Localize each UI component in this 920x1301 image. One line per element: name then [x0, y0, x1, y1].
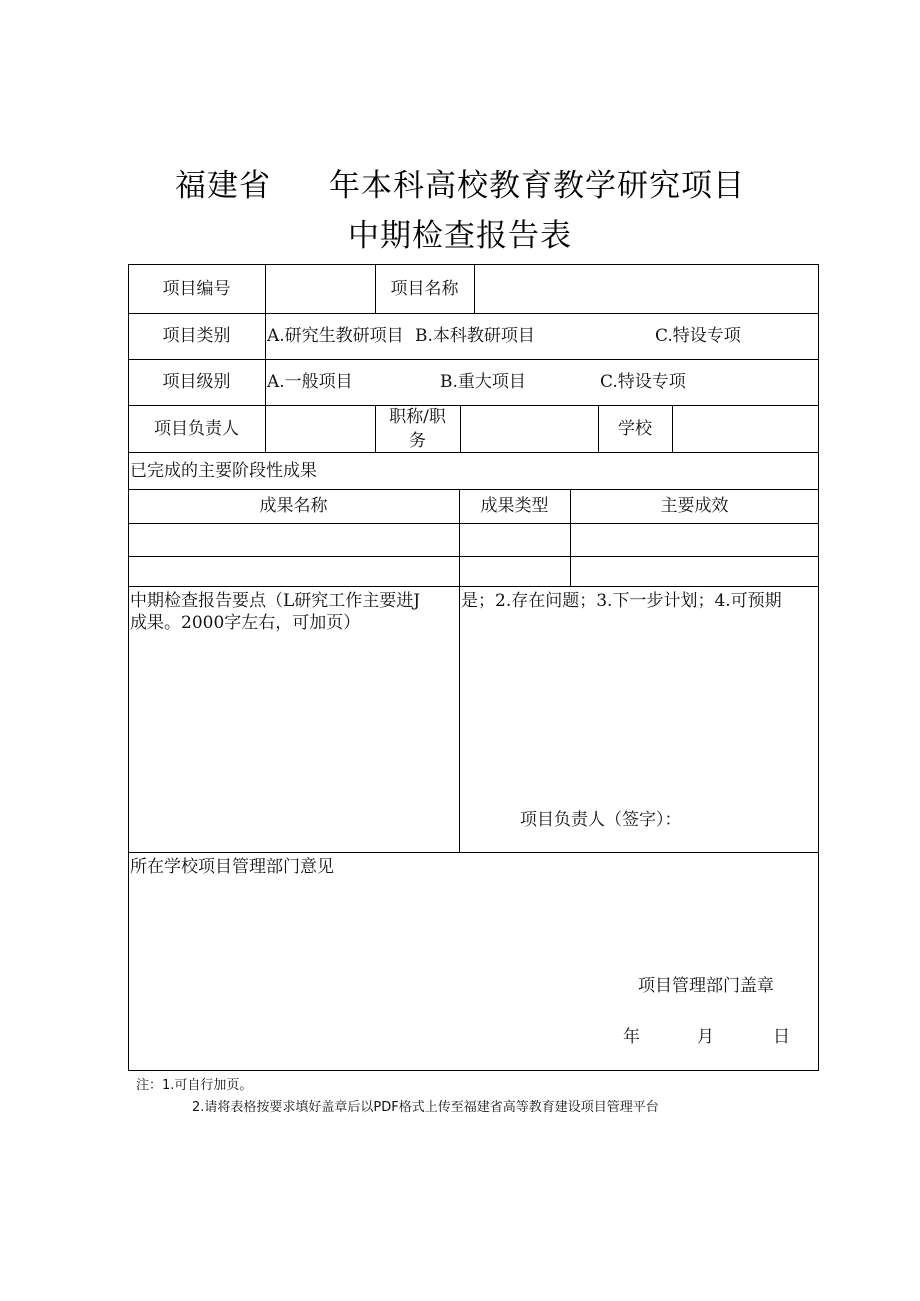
form-title-line1 [0, 160, 920, 205]
category-option-c[interactable]: C.特设专项 [655, 326, 741, 346]
note-1: 注：1.可自行加页。 [136, 1078, 253, 1093]
level-option-a[interactable]: A.一般项目 [267, 372, 353, 392]
project-level-label: 项目级别 [162, 372, 231, 392]
report-prompt-line2: 成果。2000字左右，可加页） [130, 613, 361, 633]
row-divider [128, 359, 819, 360]
date-day: 日 [773, 1027, 790, 1047]
opinion-title: 所在学校项目管理部门意见 [130, 857, 334, 877]
title-position-input[interactable] [461, 407, 597, 451]
row-divider [128, 523, 819, 524]
row-divider [128, 586, 819, 587]
results-header-name: 成果名称 [259, 496, 328, 516]
category-option-a[interactable]: A.研究生教研项目 [267, 326, 404, 346]
title-position-line1: 职称/职 [389, 407, 446, 427]
title-position-line2: 务 [409, 431, 426, 451]
school-input[interactable] [673, 407, 817, 451]
leader-signature-label: 项目负责人（签字）： [520, 810, 682, 830]
date-year: 年 [623, 1027, 640, 1047]
level-option-b[interactable]: B.重大项目 [440, 372, 526, 392]
date-month: 月 [697, 1027, 714, 1047]
title-position-label [375, 405, 460, 453]
report-prompt-right: 是；2.存在问题；3.下一步计划；4.可预期 [461, 591, 782, 611]
row-divider [128, 852, 819, 853]
project-number-input[interactable] [266, 266, 374, 312]
form-title-line2: 中期检查报告表 [348, 218, 572, 254]
project-number-label: 项目编号 [162, 279, 231, 299]
results-header-effect: 主要成效 [660, 496, 729, 516]
stamp-label: 项目管理部门盖章 [638, 976, 774, 996]
level-option-c[interactable]: C.特设专项 [600, 372, 686, 392]
row-divider [128, 452, 819, 453]
report-prompt-left: 中期检查报告要点（L研究工作主要进J [130, 591, 421, 611]
school-label: 学校 [618, 419, 652, 439]
title-province: 福建省 [175, 168, 271, 204]
note-2: 2.请将表格按要求填好盖章后以PDF格式上传至福建省高等教育建设项目管理平台 [192, 1100, 659, 1115]
row-divider [128, 405, 819, 406]
title-main: 年本科高校教育教学研究项目 [329, 168, 745, 204]
row-divider [128, 313, 819, 314]
project-name-input[interactable] [475, 266, 817, 312]
leader-label: 项目负责人 [154, 419, 239, 439]
project-category-label: 项目类别 [162, 326, 231, 346]
category-option-b[interactable]: B.本科教研项目 [415, 326, 535, 346]
row-divider [128, 489, 819, 490]
project-name-label: 项目名称 [390, 279, 459, 299]
col-divider [459, 586, 460, 852]
results-header-type: 成果类型 [480, 496, 549, 516]
row-divider [128, 556, 819, 557]
results-section-title: 已完成的主要阶段性成果 [130, 461, 317, 481]
leader-input[interactable] [266, 407, 374, 451]
